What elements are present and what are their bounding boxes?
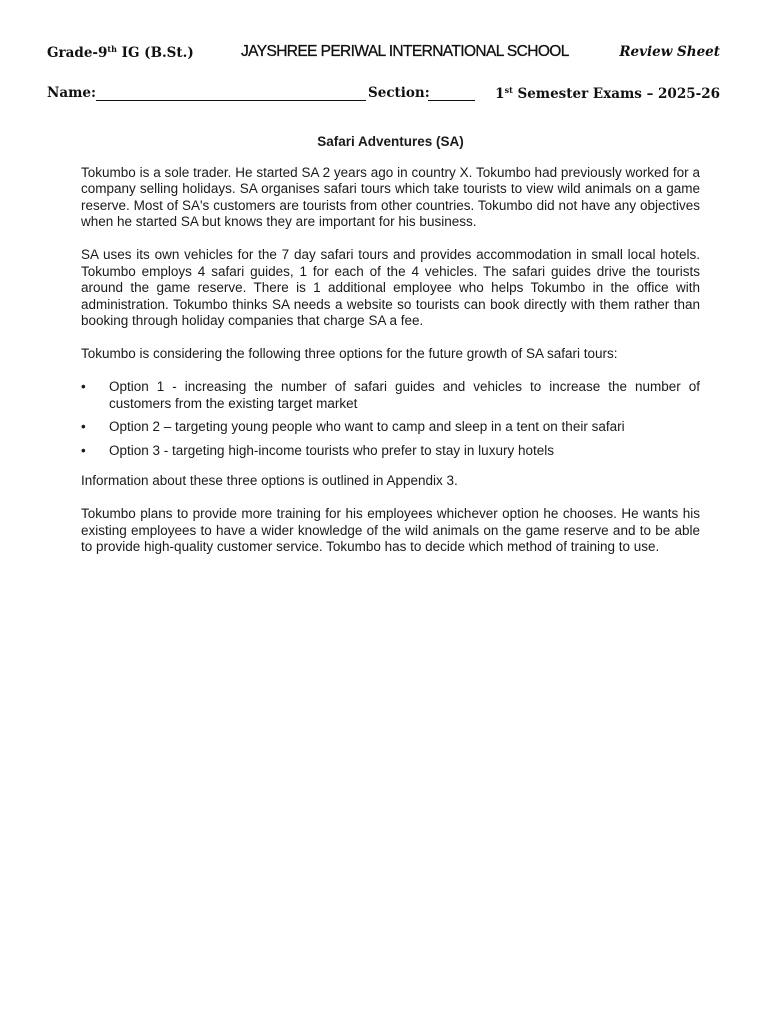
bullet-icon: • [81, 419, 86, 434]
document-header [47, 44, 720, 64]
option-2-text: Option 2 – targeting young people who want to camp and sleep in a tent on their safari [109, 419, 625, 434]
paragraph-1: Tokumbo is a sole trader. He started SA 2 years ago in country X. Tokumbo had previously worked for a company selling holidays. SA organises safari tours which take tourists to view wild animals on a game reserve. Most of SA's customers are tourists from other countries. Tokumbo did not have any objectives when he started SA but knows they are important for his business. [81, 164, 700, 229]
paragraph-4: Information about these three options is outlined in Appendix 3. [81, 473, 458, 488]
list-item [81, 379, 700, 412]
case-study [81, 134, 700, 572]
options-list [81, 379, 700, 459]
name-label: Name: [47, 85, 96, 101]
section-blank-line [428, 100, 475, 101]
name-blank-line [96, 100, 366, 101]
list-item [81, 419, 700, 436]
school-name: JAYSHREE PERIWAL INTERNATIONAL SCHOOL [241, 43, 569, 60]
option-1-text: Option 1 - increasing the number of safari guides and vehicles to increase the number of customers from the existing target market [109, 379, 700, 411]
section-label: Section: [368, 85, 430, 101]
sheet-type: Review Sheet [619, 44, 720, 60]
bullet-icon: • [81, 442, 86, 458]
semester-label: 1st Semester Exams – 2025-26 [495, 85, 720, 102]
paragraph-5: Tokumbo plans to provide more training for his employees whichever option he chooses. He wants his existing employees to have a wider knowledge of the wild animals on the game reserve and to be able to provide high-quality customer service. Tokumbo has to decide which method of training to use. [81, 506, 700, 554]
bullet-icon: • [81, 379, 86, 394]
option-3-text: Option 3 - targeting high-income tourists who prefer to stay in luxury hotels [109, 442, 554, 458]
list-item [81, 443, 700, 460]
grade-label: Grade-9th IG (B.St.) [47, 44, 194, 61]
paragraph-3: Tokumbo is considering the following three options for the future growth of SA safari tours: [81, 346, 618, 361]
student-info-row [47, 85, 720, 105]
paragraph-2: SA uses its own vehicles for the 7 day safari tours and provides accommodation in small local hotels. Tokumbo employs 4 safari guides, 1 for each of the 4 vehicles. The safari guides drive the tourists around the game reserve. There is 1 additional employee who helps Tokumbo in the office with administration. Tokumbo thinks SA needs a website so tourists can book directly with them rather than booking through holiday companies that charge SA a fee. [81, 247, 700, 328]
case-title: Safari Adventures (SA) [317, 134, 464, 149]
